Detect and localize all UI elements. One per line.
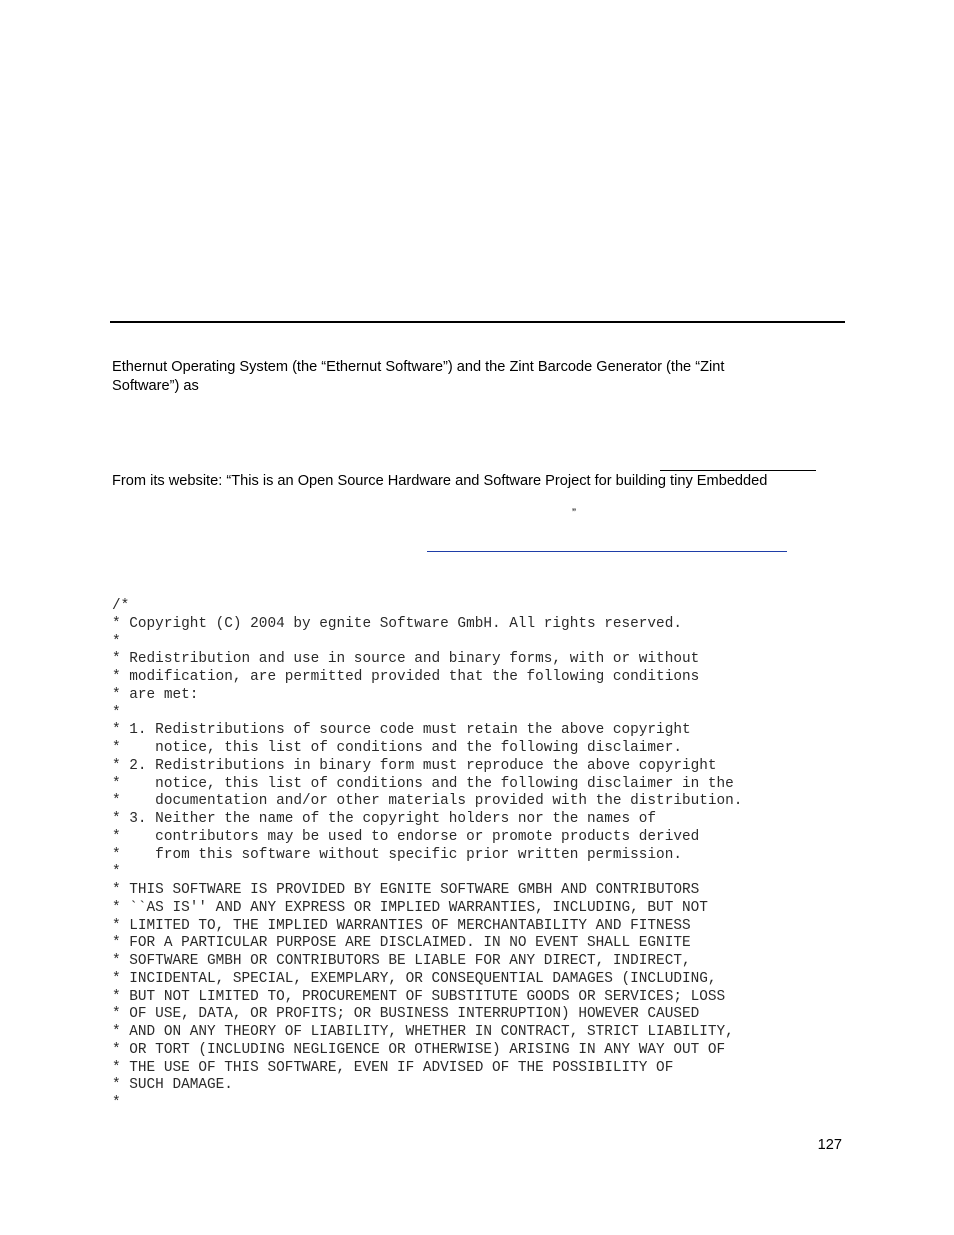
code-line: *: [112, 1095, 121, 1111]
code-line: * ``AS IS'' AND ANY EXPRESS OR IMPLIED WARRANTIES, INCLUDING, BUT NOT: [112, 899, 708, 916]
website-hyperlink[interactable]: [427, 551, 787, 552]
code-line: * THIS SOFTWARE IS PROVIDED BY EGNITE SOFTWARE GMBH AND CONTRIBUTORS: [112, 882, 700, 898]
code-line: * notice, this list of conditions and the following disclaimer.: [112, 740, 682, 756]
code-line: *: [112, 704, 121, 721]
page-number: 127: [817, 1137, 842, 1153]
code-line: * Redistribution and use in source and binary forms, with or without: [112, 651, 700, 668]
code-line: * 2. Redistributions in binary form must reproduce the above copyright: [112, 757, 717, 774]
section-divider: [110, 321, 845, 323]
code-line: *: [112, 864, 121, 881]
code-line: * 1. Redistributions of source code must retain the above copyright: [112, 722, 691, 739]
code-line: *: [112, 633, 121, 650]
hyperlink-underline[interactable]: [660, 470, 816, 471]
code-line: * documentation and/or other materials provided with the distribution.: [112, 793, 743, 810]
code-line: * OR TORT (INCLUDING NEGLIGENCE OR OTHERWISE) ARISING IN ANY WAY OUT OF: [112, 1041, 726, 1058]
code-line: * AND ON ANY THEORY OF LIABILITY, WHETHER IN CONTRACT, STRICT LIABILITY,: [112, 1024, 734, 1040]
code-line: * from this software without specific prior written permission.: [112, 846, 682, 863]
intro-paragraph-line-1: Ethernut Operating System (the “Ethernut Software”) and the Zint Barcode Generator (the “Zint: [112, 359, 725, 375]
code-line: * SUCH DAMAGE.: [112, 1077, 233, 1094]
code-line: * modification, are permitted provided that the following conditions: [112, 669, 700, 685]
license-code-block: [112, 598, 742, 1113]
code-line: * OF USE, DATA, OR PROFITS; OR BUSINESS INTERRUPTION) HOWEVER CAUSED: [112, 1006, 700, 1023]
closing-quote-mark: ”: [572, 506, 576, 520]
code-line: * notice, this list of conditions and the following disclaimer in the: [112, 775, 734, 792]
code-line: * FOR A PARTICULAR PURPOSE ARE DISCLAIMED. IN NO EVENT SHALL EGNITE: [112, 935, 691, 952]
code-line: * SOFTWARE GMBH OR CONTRIBUTORS BE LIABLE FOR ANY DIRECT, INDIRECT,: [112, 953, 691, 969]
code-line: * INCIDENTAL, SPECIAL, EXEMPLARY, OR CONSEQUENTIAL DAMAGES (INCLUDING,: [112, 970, 717, 987]
code-line: * 3. Neither the name of the copyright holders nor the names of: [112, 811, 657, 827]
code-line: * contributors may be used to endorse or promote products derived: [112, 828, 700, 845]
intro-paragraph-line-2: Software”) as: [112, 378, 199, 394]
code-line: * BUT NOT LIMITED TO, PROCUREMENT OF SUBSTITUTE GOODS OR SERVICES; LOSS: [112, 988, 726, 1005]
code-line: /*: [112, 598, 130, 614]
code-line: * LIMITED TO, THE IMPLIED WARRANTIES OF MERCHANTABILITY AND FITNESS: [112, 917, 691, 934]
website-quote-paragraph: From its website: “This is an Open Source Hardware and Software Project for building tiny Embedded: [112, 473, 768, 489]
code-line: * THE USE OF THIS SOFTWARE, EVEN IF ADVISED OF THE POSSIBILITY OF: [112, 1059, 674, 1076]
code-line: * are met:: [112, 686, 199, 703]
code-line: * Copyright (C) 2004 by egnite Software GmbH. All rights reserved.: [112, 615, 682, 632]
